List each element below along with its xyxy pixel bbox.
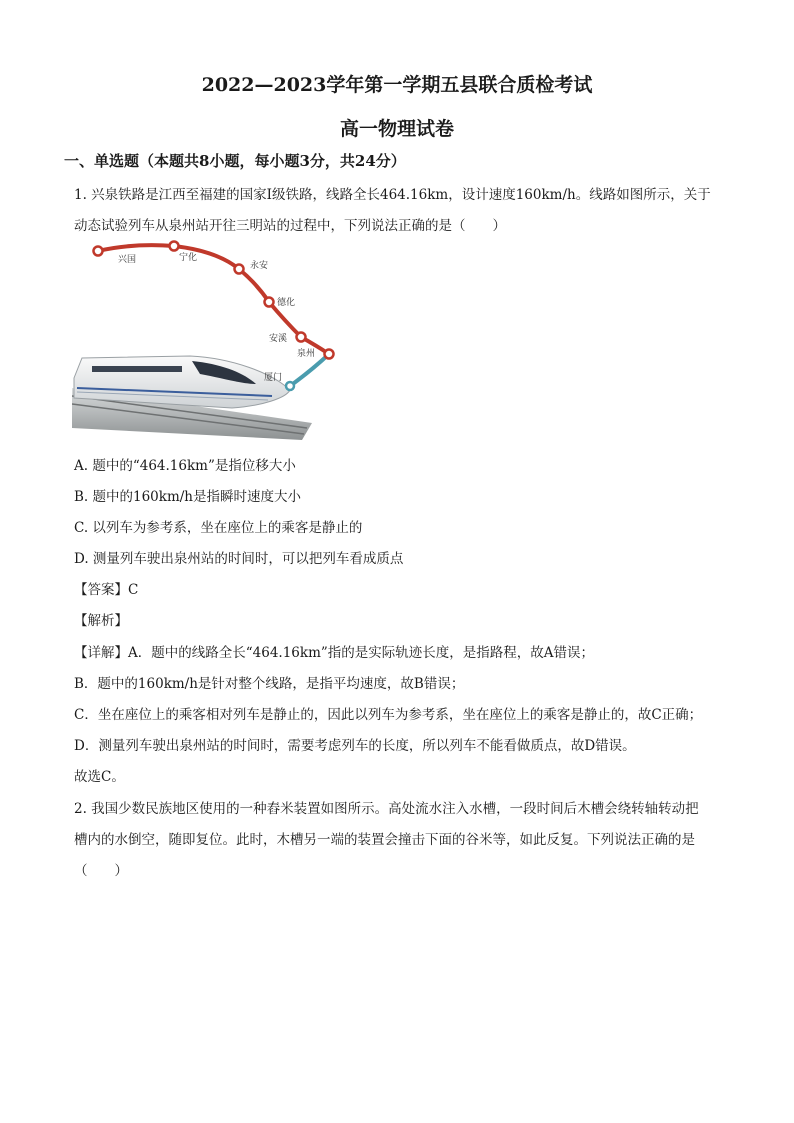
station-dot-anxi bbox=[297, 333, 306, 342]
title-main: 2022—2023学年第一学期五县联合质检考试 bbox=[201, 74, 593, 96]
q1-analysis-label: 【解析】 bbox=[74, 613, 128, 629]
station-dot-yongan bbox=[235, 265, 244, 274]
station-label-anxi: 安溪 bbox=[269, 334, 288, 344]
station-dot-dehua bbox=[265, 298, 274, 307]
station-label-ninghua: 宁化 bbox=[179, 253, 198, 263]
q1-stem-line2: 动态试验列车从泉州站开往三明站的过程中，下列说法正确的是（ ） bbox=[74, 218, 506, 234]
q1-detail-line1: 【详解】A．题中的线路全长“464.16km”指的是实际轨迹长度，是指路程，故A错误； bbox=[74, 645, 595, 661]
q1-option-a: A. 题中的“464.16km”是指位移大小 bbox=[74, 458, 296, 474]
station-label-yongan: 永安 bbox=[250, 261, 269, 271]
q1-option-d: D. 测量列车驶出泉州站的时间时，可以把列车看成质点 bbox=[74, 551, 404, 567]
station-dot-ninghua bbox=[170, 242, 179, 251]
q1-detail-line2: B．题中的160km/h是针对整个线路，是指平均速度，故B错误； bbox=[74, 676, 465, 692]
q1-option-b: B. 题中的160km/h是指瞬时速度大小 bbox=[74, 489, 301, 505]
station-dot-xiamen bbox=[286, 382, 294, 390]
q1-detail-line4: D．测量列车驶出泉州站的时间时，需要考虑列车的长度，所以列车不能看做质点，故D错误。 bbox=[74, 738, 636, 754]
railway-map-figure bbox=[72, 238, 342, 440]
q2-stem-line2: 槽内的水倒空，随即复位。此时，木槽另一端的装置会撞击下面的谷米等，如此反复。下列说法正确的是 bbox=[74, 832, 695, 848]
q2-stem-line3: （ ） bbox=[74, 863, 128, 879]
title-sub: 高一物理试卷 bbox=[339, 118, 454, 140]
q1-answer: 【答案】C bbox=[74, 582, 139, 598]
q1-stem-line1: 1. 兴泉铁路是江西至福建的国家Ⅰ级铁路，线路全长464.16km，设计速度160km/h。线路如图所示，关于 bbox=[74, 187, 711, 203]
station-label-dehua: 德化 bbox=[277, 298, 296, 308]
station-dot-quanzhou bbox=[325, 350, 334, 359]
station-dot-xingguo bbox=[94, 247, 103, 256]
q1-detail-line3: C．坐在座位上的乘客相对列车是静止的，因此以列车为参考系，坐在座位上的乘客是静止的，故C正确； bbox=[74, 707, 703, 723]
section-heading: 一、单选题（本题共8小题，每小题3分，共24分） bbox=[64, 152, 406, 170]
train-image bbox=[74, 356, 290, 408]
station-label-xingguo: 兴国 bbox=[118, 255, 137, 265]
q1-conclusion: 故选C。 bbox=[74, 769, 125, 785]
station-label-xiamen: 厦门 bbox=[264, 373, 283, 383]
station-label-quanzhou: 泉州 bbox=[297, 349, 316, 359]
q1-option-c: C. 以列车为参考系，坐在座位上的乘客是静止的 bbox=[74, 520, 363, 536]
q2-stem-line1: 2. 我国少数民族地区使用的一种舂米装置如图所示。高处流水注入水槽，一段时间后木槽会绕转轴转动把 bbox=[74, 801, 699, 817]
